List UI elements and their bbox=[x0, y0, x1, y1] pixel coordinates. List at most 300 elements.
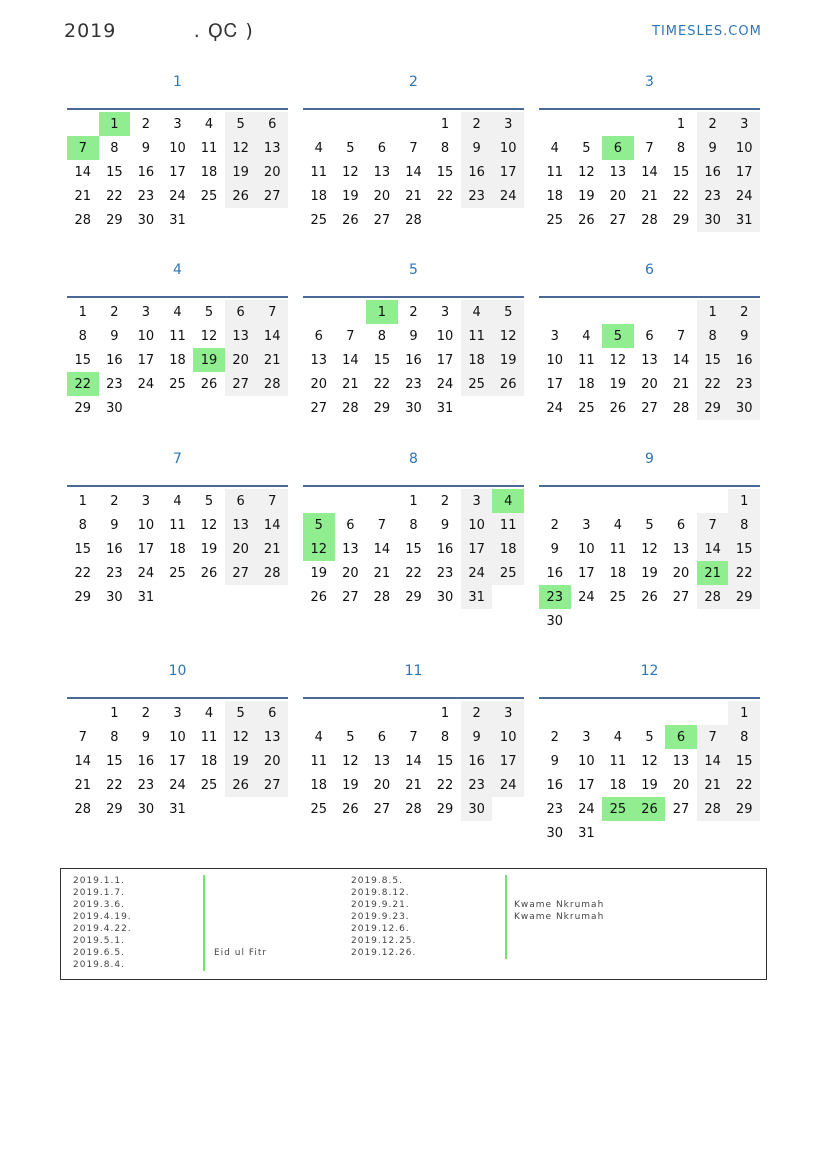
month-divider bbox=[303, 485, 524, 487]
empty-cell bbox=[571, 701, 603, 725]
holiday-day-cell: 7 bbox=[67, 136, 99, 160]
day-cell: 26 bbox=[310, 589, 328, 605]
day-cell: 16 bbox=[728, 348, 760, 372]
day-cell: 31 bbox=[169, 212, 186, 228]
day-cell: 13 bbox=[641, 352, 658, 368]
day-cell: 29 bbox=[106, 212, 123, 228]
day-cell: 2 bbox=[550, 729, 559, 745]
day-cell: 3 bbox=[492, 701, 524, 725]
day-cell: 24 bbox=[546, 400, 564, 416]
day-cell: 25 bbox=[310, 212, 328, 228]
empty-cell bbox=[665, 701, 697, 725]
day-cell: 15 bbox=[74, 352, 92, 368]
day-cell: 29 bbox=[74, 589, 92, 605]
day-cell: 16 bbox=[546, 565, 564, 581]
day-cell: 7 bbox=[409, 140, 418, 156]
empty-cell bbox=[634, 701, 666, 725]
month-grid bbox=[67, 701, 288, 821]
day-cell: 14 bbox=[74, 164, 92, 180]
day-cell: 1 bbox=[440, 705, 450, 721]
day-cell: 20 bbox=[256, 749, 288, 773]
day-cell: 20 bbox=[373, 777, 391, 793]
month-divider bbox=[539, 296, 760, 298]
day-cell: 8 bbox=[728, 725, 760, 749]
day-cell: 23 bbox=[137, 188, 155, 204]
day-cell: 27 bbox=[672, 801, 690, 817]
day-cell: 17 bbox=[137, 541, 155, 557]
empty-cell bbox=[67, 701, 99, 725]
day-cell: 24 bbox=[461, 561, 493, 585]
day-cell: 9 bbox=[110, 328, 119, 344]
day-cell: 19 bbox=[342, 188, 359, 204]
holiday-day-cell: 6 bbox=[665, 725, 697, 749]
month-name: 4 bbox=[173, 262, 182, 278]
day-cell: 18 bbox=[200, 753, 218, 769]
empty-cell bbox=[539, 300, 571, 324]
day-cell: 26 bbox=[578, 212, 595, 228]
holiday-name: Eid ul Fitr bbox=[214, 948, 268, 958]
day-cell: 7 bbox=[409, 729, 418, 745]
day-cell: 22 bbox=[436, 777, 454, 793]
day-cell: 25 bbox=[200, 188, 218, 204]
day-cell: 6 bbox=[676, 517, 686, 533]
day-cell: 10 bbox=[461, 513, 493, 537]
month-grid bbox=[303, 112, 524, 232]
month-grid bbox=[67, 489, 288, 609]
day-cell: 2 bbox=[461, 112, 493, 136]
day-cell: 1 bbox=[728, 701, 760, 725]
day-cell: 19 bbox=[492, 348, 524, 372]
month-name: 3 bbox=[645, 74, 654, 90]
day-cell: 14 bbox=[641, 164, 658, 180]
empty-cell bbox=[602, 112, 634, 136]
day-cell: 9 bbox=[141, 140, 151, 156]
day-cell: 23 bbox=[546, 801, 564, 817]
day-cell: 24 bbox=[137, 376, 155, 392]
day-cell: 15 bbox=[436, 164, 454, 180]
holiday-marker bbox=[505, 923, 507, 935]
day-cell: 25 bbox=[609, 589, 627, 605]
day-cell: 25 bbox=[200, 777, 218, 793]
month-name: 7 bbox=[173, 451, 182, 467]
day-cell: 24 bbox=[492, 773, 524, 797]
day-cell: 15 bbox=[106, 753, 123, 769]
day-cell: 31 bbox=[169, 801, 186, 817]
month-divider bbox=[67, 485, 288, 487]
day-cell: 24 bbox=[728, 184, 760, 208]
day-cell: 21 bbox=[672, 376, 690, 392]
day-cell: 30 bbox=[546, 613, 564, 629]
day-cell: 8 bbox=[110, 140, 119, 156]
day-cell: 16 bbox=[137, 753, 155, 769]
holiday-date: 2019.4.19. bbox=[73, 912, 132, 922]
day-cell: 26 bbox=[492, 372, 524, 396]
month-divider bbox=[539, 485, 760, 487]
day-cell: 14 bbox=[405, 753, 422, 769]
empty-cell bbox=[539, 489, 571, 513]
day-cell: 10 bbox=[578, 541, 595, 557]
day-cell: 12 bbox=[578, 164, 595, 180]
day-cell: 14 bbox=[672, 352, 690, 368]
day-cell: 25 bbox=[169, 376, 186, 392]
holiday-entry bbox=[61, 959, 766, 971]
day-cell: 30 bbox=[106, 589, 123, 605]
day-cell: 10 bbox=[546, 352, 564, 368]
holiday-day-cell: 23 bbox=[539, 585, 571, 609]
day-cell: 5 bbox=[204, 304, 214, 320]
day-cell: 3 bbox=[582, 517, 591, 533]
day-cell: 2 bbox=[697, 112, 729, 136]
day-cell: 5 bbox=[346, 729, 355, 745]
month-grid bbox=[303, 701, 524, 821]
day-cell: 22 bbox=[728, 773, 760, 797]
holiday-marker bbox=[505, 911, 507, 923]
month-grid bbox=[539, 300, 760, 420]
day-cell: 14 bbox=[697, 749, 729, 773]
day-cell: 3 bbox=[141, 493, 151, 509]
empty-cell bbox=[634, 489, 666, 513]
day-cell: 22 bbox=[436, 188, 454, 204]
holiday-legend bbox=[60, 868, 767, 980]
day-cell: 22 bbox=[74, 565, 92, 581]
month-divider bbox=[303, 296, 524, 298]
day-cell: 20 bbox=[310, 376, 328, 392]
day-cell: 23 bbox=[137, 777, 155, 793]
day-cell: 18 bbox=[609, 565, 627, 581]
holiday-entry bbox=[61, 875, 766, 887]
day-cell: 20 bbox=[373, 188, 391, 204]
day-cell: 13 bbox=[342, 541, 359, 557]
day-cell: 10 bbox=[137, 517, 155, 533]
day-cell: 27 bbox=[373, 212, 391, 228]
empty-cell bbox=[335, 489, 367, 513]
day-cell: 5 bbox=[645, 517, 654, 533]
day-cell: 18 bbox=[609, 777, 627, 793]
day-cell: 13 bbox=[373, 753, 391, 769]
day-cell: 27 bbox=[256, 184, 288, 208]
day-cell: 24 bbox=[492, 184, 524, 208]
day-cell: 1 bbox=[440, 116, 450, 132]
empty-cell bbox=[398, 701, 430, 725]
day-cell: 14 bbox=[256, 513, 288, 537]
day-cell: 10 bbox=[728, 136, 760, 160]
month-name: 5 bbox=[409, 262, 418, 278]
day-cell: 12 bbox=[492, 324, 524, 348]
month-divider bbox=[303, 697, 524, 699]
day-cell: 29 bbox=[106, 801, 123, 817]
day-cell: 17 bbox=[137, 352, 155, 368]
holiday-date: 2019.3.6. bbox=[73, 900, 125, 910]
day-cell: 4 bbox=[314, 140, 323, 156]
month-name: 6 bbox=[645, 262, 654, 278]
day-cell: 27 bbox=[609, 212, 627, 228]
holiday-date: 2019.4.22. bbox=[73, 924, 132, 934]
day-cell: 17 bbox=[169, 753, 186, 769]
day-cell: 20 bbox=[609, 188, 627, 204]
day-cell: 31 bbox=[728, 208, 760, 232]
day-cell: 15 bbox=[106, 164, 123, 180]
day-cell: 6 bbox=[645, 328, 654, 344]
day-cell: 19 bbox=[609, 376, 627, 392]
day-cell: 6 bbox=[377, 729, 387, 745]
day-cell: 29 bbox=[728, 585, 760, 609]
empty-cell bbox=[335, 701, 367, 725]
day-cell: 11 bbox=[492, 513, 524, 537]
day-cell: 1 bbox=[409, 493, 418, 509]
day-cell: 16 bbox=[405, 352, 422, 368]
empty-cell bbox=[634, 300, 666, 324]
day-cell: 25 bbox=[169, 565, 186, 581]
day-cell: 26 bbox=[342, 212, 359, 228]
day-cell: 26 bbox=[342, 801, 359, 817]
month-name: 8 bbox=[409, 451, 418, 467]
day-cell: 9 bbox=[697, 136, 729, 160]
day-cell: 7 bbox=[697, 513, 729, 537]
month-grid bbox=[539, 701, 760, 845]
day-cell: 24 bbox=[137, 565, 155, 581]
day-cell: 7 bbox=[78, 729, 87, 745]
holiday-date: 2019.5.1. bbox=[73, 936, 125, 946]
day-cell: 3 bbox=[728, 112, 760, 136]
day-cell: 2 bbox=[110, 493, 119, 509]
day-cell: 19 bbox=[641, 565, 658, 581]
day-cell: 11 bbox=[609, 541, 627, 557]
day-cell: 28 bbox=[373, 589, 391, 605]
day-cell: 12 bbox=[641, 753, 658, 769]
day-cell: 23 bbox=[697, 184, 729, 208]
empty-cell bbox=[303, 701, 335, 725]
day-cell: 17 bbox=[492, 749, 524, 773]
site-brand-link[interactable]: TIMESLES.COM bbox=[652, 24, 762, 39]
day-cell: 25 bbox=[546, 212, 564, 228]
day-cell: 15 bbox=[74, 541, 92, 557]
day-cell: 13 bbox=[310, 352, 328, 368]
day-cell: 17 bbox=[578, 777, 595, 793]
day-cell: 18 bbox=[200, 164, 218, 180]
day-cell: 7 bbox=[697, 725, 729, 749]
day-cell: 12 bbox=[200, 517, 218, 533]
day-cell: 4 bbox=[173, 493, 182, 509]
day-cell: 28 bbox=[672, 400, 690, 416]
day-cell: 2 bbox=[728, 300, 760, 324]
day-cell: 16 bbox=[461, 749, 493, 773]
day-cell: 22 bbox=[373, 376, 391, 392]
holiday-marker bbox=[505, 887, 507, 899]
day-cell: 18 bbox=[169, 352, 186, 368]
day-cell: 18 bbox=[492, 537, 524, 561]
day-cell: 13 bbox=[256, 725, 288, 749]
empty-cell bbox=[665, 300, 697, 324]
day-cell: 13 bbox=[256, 136, 288, 160]
day-cell: 24 bbox=[169, 777, 186, 793]
day-cell: 10 bbox=[492, 725, 524, 749]
month-grid bbox=[539, 489, 760, 633]
day-cell: 5 bbox=[225, 112, 257, 136]
holiday-day-cell: 5 bbox=[303, 513, 335, 537]
day-cell: 29 bbox=[436, 801, 454, 817]
month-name: 12 bbox=[640, 663, 659, 679]
day-cell: 10 bbox=[169, 140, 186, 156]
day-cell: 25 bbox=[492, 561, 524, 585]
holiday-entry bbox=[61, 935, 766, 947]
day-cell: 15 bbox=[373, 352, 391, 368]
day-cell: 15 bbox=[436, 753, 454, 769]
day-cell: 14 bbox=[74, 753, 92, 769]
day-cell: 21 bbox=[697, 773, 729, 797]
day-cell: 15 bbox=[728, 537, 760, 561]
day-cell: 7 bbox=[346, 328, 355, 344]
holiday-day-cell: 1 bbox=[366, 300, 398, 324]
day-cell: 21 bbox=[405, 777, 422, 793]
day-cell: 11 bbox=[200, 729, 218, 745]
day-cell: 24 bbox=[436, 376, 454, 392]
holiday-day-cell: 19 bbox=[193, 348, 225, 372]
day-cell: 18 bbox=[310, 777, 328, 793]
day-cell: 27 bbox=[256, 773, 288, 797]
month-grid bbox=[303, 300, 524, 420]
day-cell: 4 bbox=[550, 140, 559, 156]
day-cell: 2 bbox=[141, 116, 151, 132]
day-cell: 15 bbox=[697, 348, 729, 372]
day-cell: 5 bbox=[492, 300, 524, 324]
day-cell: 11 bbox=[546, 164, 564, 180]
holiday-date: 2019.12.25. bbox=[351, 936, 417, 946]
empty-cell bbox=[366, 489, 398, 513]
day-cell: 20 bbox=[256, 160, 288, 184]
day-cell: 6 bbox=[377, 140, 387, 156]
day-cell: 4 bbox=[204, 116, 214, 132]
empty-cell bbox=[366, 701, 398, 725]
holiday-date: 2019.6.5. bbox=[73, 948, 125, 958]
day-cell: 6 bbox=[256, 112, 288, 136]
empty-cell bbox=[335, 112, 367, 136]
day-cell: 28 bbox=[697, 797, 729, 821]
empty-cell bbox=[602, 701, 634, 725]
day-cell: 12 bbox=[342, 164, 359, 180]
day-cell: 10 bbox=[169, 729, 186, 745]
day-cell: 9 bbox=[141, 729, 151, 745]
holiday-date: 2019.8.12. bbox=[351, 888, 410, 898]
holiday-day-cell: 4 bbox=[492, 489, 524, 513]
day-cell: 11 bbox=[310, 753, 328, 769]
day-cell: 11 bbox=[200, 140, 218, 156]
day-cell: 19 bbox=[225, 749, 257, 773]
day-cell: 6 bbox=[256, 701, 288, 725]
day-cell: 30 bbox=[405, 400, 422, 416]
holiday-marker bbox=[505, 935, 507, 947]
day-cell: 4 bbox=[204, 705, 214, 721]
day-cell: 21 bbox=[405, 188, 422, 204]
day-cell: 14 bbox=[342, 352, 359, 368]
day-cell: 3 bbox=[461, 489, 493, 513]
day-cell: 18 bbox=[578, 376, 595, 392]
day-cell: 14 bbox=[405, 164, 422, 180]
holiday-name: Kwame Nkrumah bbox=[514, 912, 605, 922]
holiday-date: 2019.8.4. bbox=[73, 960, 125, 970]
day-cell: 29 bbox=[405, 589, 422, 605]
month-name: 2 bbox=[409, 74, 418, 90]
day-cell: 1 bbox=[676, 116, 686, 132]
day-cell: 30 bbox=[137, 801, 155, 817]
empty-cell bbox=[571, 489, 603, 513]
month-name: 10 bbox=[168, 663, 187, 679]
day-cell: 3 bbox=[141, 304, 151, 320]
day-cell: 13 bbox=[225, 513, 257, 537]
day-cell: 29 bbox=[373, 400, 391, 416]
day-cell: 15 bbox=[672, 164, 690, 180]
day-cell: 15 bbox=[728, 749, 760, 773]
empty-cell bbox=[571, 112, 603, 136]
day-cell: 29 bbox=[74, 400, 92, 416]
day-cell: 17 bbox=[169, 164, 186, 180]
holiday-entry bbox=[61, 911, 766, 923]
day-cell: 21 bbox=[342, 376, 359, 392]
day-cell: 16 bbox=[106, 541, 123, 557]
day-cell: 28 bbox=[256, 372, 288, 396]
empty-cell bbox=[67, 112, 99, 136]
day-cell: 22 bbox=[106, 188, 123, 204]
day-cell: 11 bbox=[461, 324, 493, 348]
day-cell: 2 bbox=[550, 517, 559, 533]
holiday-marker bbox=[505, 947, 507, 959]
day-cell: 4 bbox=[613, 517, 623, 533]
day-cell: 28 bbox=[256, 561, 288, 585]
day-cell: 8 bbox=[377, 328, 387, 344]
holiday-date: 2019.9.21. bbox=[351, 900, 410, 910]
holiday-day-cell: 6 bbox=[602, 136, 634, 160]
day-cell: 9 bbox=[409, 328, 418, 344]
empty-cell bbox=[539, 701, 571, 725]
day-cell: 22 bbox=[405, 565, 422, 581]
day-cell: 30 bbox=[137, 212, 155, 228]
month-grid bbox=[303, 489, 524, 609]
day-cell: 1 bbox=[78, 304, 87, 320]
day-cell: 11 bbox=[609, 753, 627, 769]
day-cell: 30 bbox=[461, 797, 493, 821]
day-cell: 2 bbox=[110, 304, 119, 320]
day-cell: 17 bbox=[492, 160, 524, 184]
day-cell: 31 bbox=[436, 400, 454, 416]
day-cell: 28 bbox=[697, 585, 729, 609]
day-cell: 26 bbox=[641, 589, 658, 605]
day-cell: 4 bbox=[613, 729, 623, 745]
day-cell: 20 bbox=[672, 777, 690, 793]
empty-cell bbox=[539, 112, 571, 136]
empty-cell bbox=[602, 300, 634, 324]
day-cell: 24 bbox=[169, 188, 186, 204]
day-cell: 30 bbox=[728, 396, 760, 420]
day-cell: 9 bbox=[461, 725, 493, 749]
month-grid bbox=[67, 112, 288, 232]
day-cell: 27 bbox=[373, 801, 391, 817]
day-cell: 5 bbox=[582, 140, 591, 156]
day-cell: 31 bbox=[578, 825, 595, 841]
day-cell: 17 bbox=[436, 352, 454, 368]
day-cell: 29 bbox=[728, 797, 760, 821]
holiday-date: 2019.1.7. bbox=[73, 888, 125, 898]
day-cell: 28 bbox=[405, 801, 422, 817]
day-cell: 23 bbox=[106, 565, 123, 581]
month-divider bbox=[67, 697, 288, 699]
month-divider bbox=[67, 296, 288, 298]
month-grid bbox=[539, 112, 760, 232]
day-cell: 6 bbox=[314, 328, 323, 344]
day-cell: 3 bbox=[173, 705, 182, 721]
day-cell: 28 bbox=[74, 212, 92, 228]
day-cell: 29 bbox=[672, 212, 690, 228]
day-cell: 19 bbox=[310, 565, 328, 581]
day-cell: 8 bbox=[676, 140, 686, 156]
